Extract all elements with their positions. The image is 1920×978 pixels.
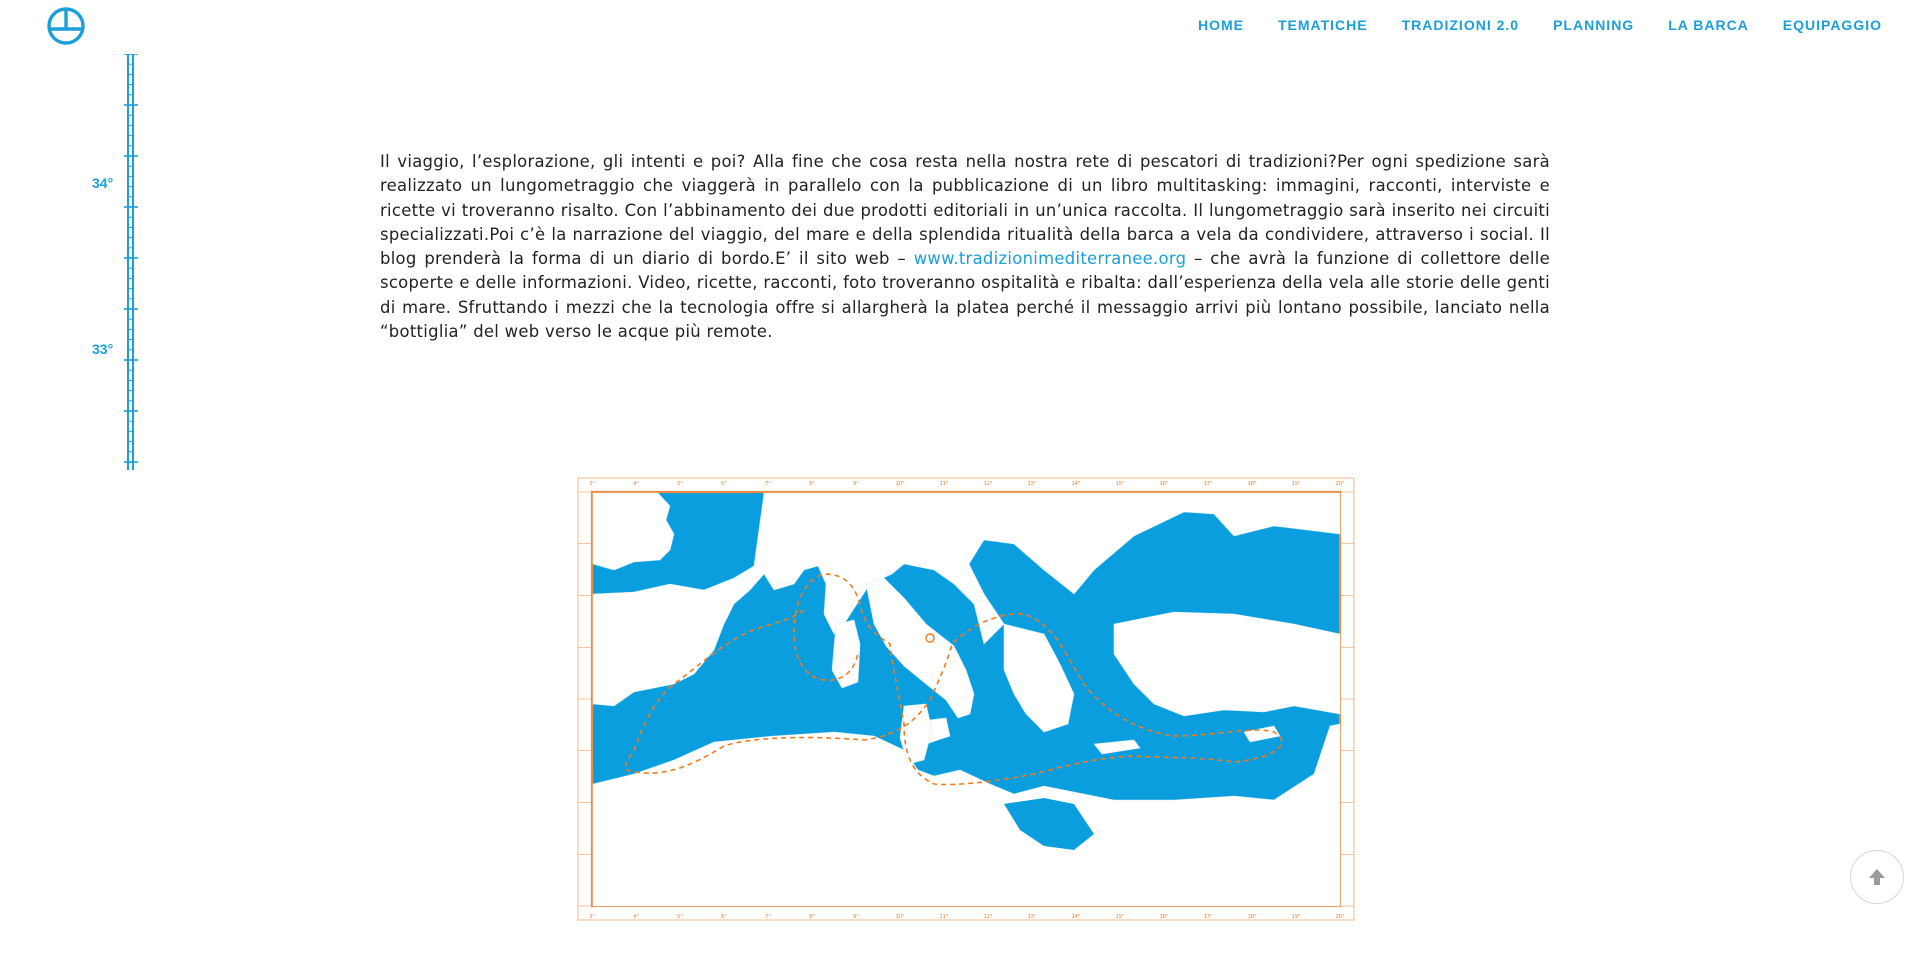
map-lon-label: 14° — [1071, 481, 1081, 487]
map-lon-label: 12° — [983, 481, 993, 487]
map-lon-label: 6° — [721, 481, 727, 487]
map-lon-label: 6° — [721, 914, 727, 920]
map-lon-label: 15° — [1115, 481, 1125, 487]
map-lon-label: 8° — [809, 914, 815, 920]
arrow-up-icon — [1866, 866, 1888, 888]
map-lon-label: 19° — [1291, 914, 1301, 920]
map-lon-label: 10° — [895, 481, 905, 487]
map-land-iberia — [593, 493, 674, 570]
anchor-circle-logo-icon[interactable] — [46, 6, 86, 46]
map-lon-label: 20° — [1335, 914, 1345, 920]
map-lon-label: 7° — [765, 481, 771, 487]
nav-planning[interactable]: PLANNING — [1553, 17, 1635, 33]
map-start-marker — [926, 634, 934, 642]
map-lon-label: 16° — [1159, 481, 1169, 487]
map-lon-label: 17° — [1203, 481, 1213, 487]
map-lon-label: 4° — [633, 481, 639, 487]
article-paragraph — [380, 150, 1550, 344]
map-lon-label: 14° — [1071, 914, 1081, 920]
map-lon-label: 9° — [853, 481, 859, 487]
map-lon-label: 16° — [1159, 914, 1169, 920]
nav-la-barca[interactable]: LA BARCA — [1668, 17, 1749, 33]
map-land-sardinia — [832, 620, 860, 688]
article-text-1: Il viaggio, l’esplorazione, gli intenti e poi? Alla fine che cosa resta nella nostra rete di pescatori di tradizioni?Per ogni spedizione sarà realizzato un lungometraggio che viaggerà in parallelo con la pubblicazione di un libro multitasking: immagini, racconti, interviste e ricette vi troveranno risalto. Con l’abbinamento dei due prodotti editoriali in un’unica raccolta. Il lungometraggio sarà inserito nei circuiti specializzati.Poi c’è la narrazione del viaggio, del mare e della splendida ritualità della barca a vela da condividere, attraverso i social. Il blog prenderà la forma di un diario di bordo.E’ il sito web – — [380, 152, 1550, 269]
map-lon-label: 15° — [1115, 914, 1125, 920]
latitude-ruler — [84, 54, 144, 474]
map-lon-label: 13° — [1027, 481, 1037, 487]
map-lon-label: 10° — [895, 914, 905, 920]
map-lon-label: 4° — [633, 914, 639, 920]
nav-home[interactable]: HOME — [1197, 17, 1244, 33]
nav-tradizioni[interactable]: TRADIZIONI 2.0 — [1401, 17, 1520, 33]
back-to-top-button[interactable] — [1850, 850, 1904, 904]
map-lon-label: 3° — [589, 914, 595, 920]
map-lon-label: 19° — [1291, 481, 1301, 487]
map-lon-label: 17° — [1203, 914, 1213, 920]
mediterranean-route-map — [574, 474, 1358, 924]
map-lon-label: 18° — [1247, 914, 1257, 920]
main-nav — [1164, 15, 1882, 35]
map-lon-label: 20° — [1335, 481, 1345, 487]
nav-equipaggio[interactable]: EQUIPAGGIO — [1782, 17, 1882, 33]
map-lon-label: 7° — [765, 914, 771, 920]
map-lon-label: 11° — [939, 914, 949, 920]
website-link[interactable]: www.tradizionimediterranee.org — [913, 249, 1187, 269]
map-lon-label: 13° — [1027, 914, 1037, 920]
article-text-2: – che avrà la funzione di collettore delle scoperte e delle informazioni. Video, ricette, racconti, foto troveranno ospitalità e ribalta: dall’esperienza della vela alle storie delle genti di mare. Sfruttando i mezzi che la tecnologia offre si allargherà la platea perché il messaggio arrivi più lontano possibile, lanciato nella “bottiglia” del web verso le acque più remote. — [380, 249, 1550, 342]
map-lon-label: 18° — [1247, 481, 1257, 487]
map-lon-label: 9° — [853, 914, 859, 920]
map-lon-label: 12° — [983, 914, 993, 920]
map-lon-label: 11° — [939, 481, 949, 487]
map-lon-label: 5° — [677, 914, 683, 920]
map-lon-label: 5° — [677, 481, 683, 487]
ruler-label-34: 34° — [92, 175, 114, 191]
map-lon-label: 8° — [809, 481, 815, 487]
map-lon-label: 3° — [589, 481, 595, 487]
ruler-label-33: 33° — [92, 341, 114, 357]
nav-tematiche[interactable]: TEMATICHE — [1277, 17, 1368, 33]
